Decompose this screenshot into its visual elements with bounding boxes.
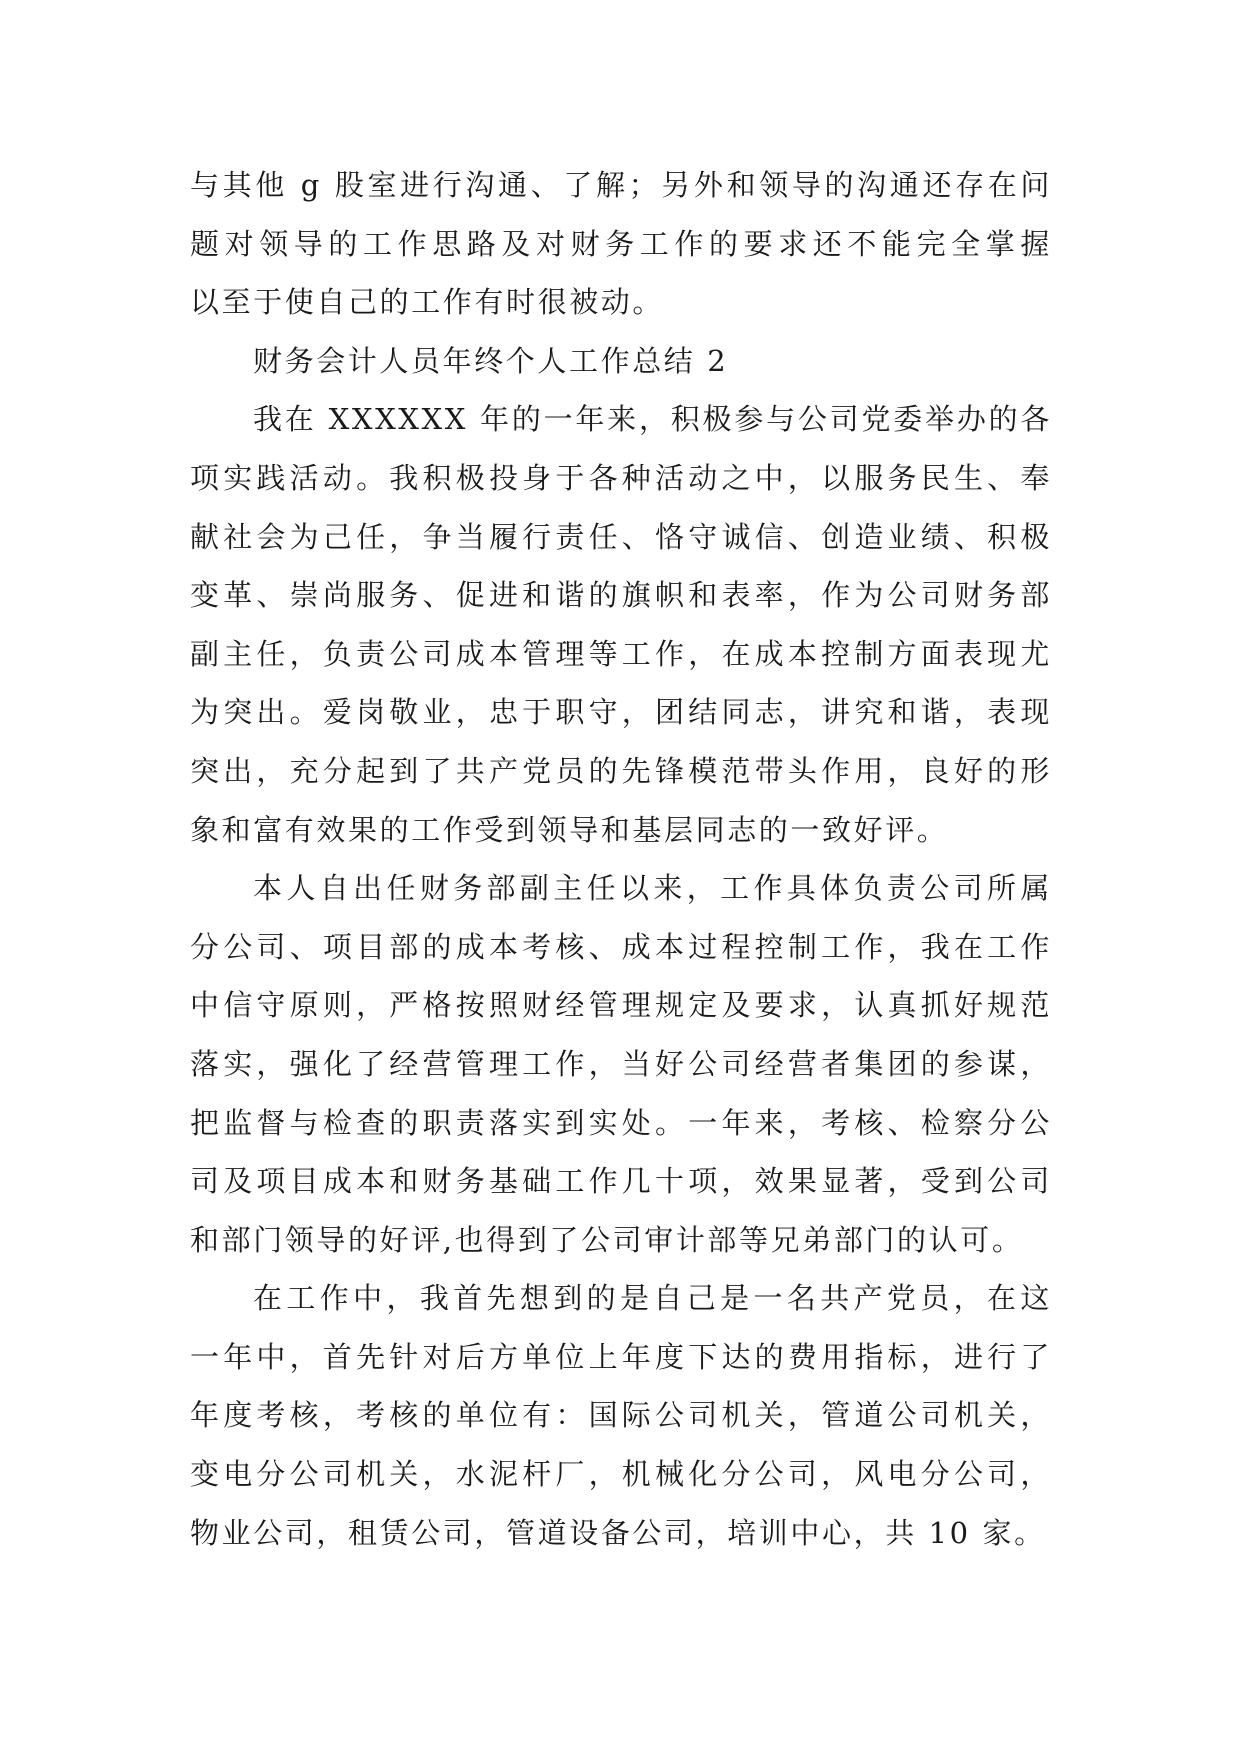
paragraph-continuation — [190, 156, 1052, 332]
text-line: 象和富有效果的工作受到领导和基层同志的一致好评。 — [190, 812, 949, 847]
text-line: 献社会为己任，争当履行责任、恪守诚信、创造业绩、积极 — [190, 519, 1052, 554]
text-line: 一年中，首先针对后方单位上年度下达的费用指标，进行了 — [190, 1339, 1052, 1374]
text-line: 司及项目成本和财务基础工作几十项，效果显著，受到公司 — [190, 1164, 1052, 1199]
section-heading — [190, 332, 1052, 391]
text-line: 变革、崇尚服务、促进和谐的旗帜和表率，作为公司财务部 — [190, 578, 1052, 613]
text-line: 分公司、项目部的成本考核、成本过程控制工作，我在工作 — [190, 929, 1052, 964]
text-line: 变电分公司机关，水泥杆厂，机械化分公司，风电分公司， — [190, 1457, 1052, 1492]
text-line: 年度考核，考核的单位有：国际公司机关，管道公司机关， — [190, 1398, 1052, 1433]
text-line: 落实，强化了经营管理工作，当好公司经营者集团的参谋， — [190, 1046, 1052, 1081]
text-line: 项实践活动。我积极投身于各种活动之中，以服务民生、奉 — [190, 460, 1052, 495]
text-line: 和部门领导的好评,也得到了公司审计部等兄弟部门的认可。 — [190, 1222, 1024, 1257]
text-line: 中信守原则，严格按照财经管理规定及要求，认真抓好规范 — [190, 988, 1052, 1023]
text-line: 突出，充分起到了共产党员的先锋模范带头作用，良好的形 — [190, 753, 1052, 788]
text-line: 物业公司，租赁公司，管道设备公司，培训中心，共 10 家。 — [190, 1515, 1046, 1550]
paragraph — [190, 859, 1052, 1269]
document-body — [190, 156, 1052, 1562]
paragraph — [190, 1269, 1052, 1562]
text-line: 在工作中，我首先想到的是自己是一名共产党员，在这 — [253, 1281, 1052, 1316]
text-line: 副主任，负责公司成本管理等工作，在成本控制方面表现尤 — [190, 636, 1052, 671]
paragraph — [190, 390, 1052, 859]
text-line: 本人自出任财务部副主任以来，工作具体负责公司所属 — [253, 871, 1052, 906]
text-line: 为突出。爱岗敬业，忠于职守，团结同志，讲究和谐，表现 — [190, 695, 1052, 730]
text-line: 以至于使自己的工作有时很被动。 — [190, 285, 665, 320]
heading-text: 财务会计人员年终个人工作总结 2 — [253, 343, 729, 378]
text-line: 题对领导的工作思路及对财务工作的要求还不能完全掌握 — [190, 226, 1052, 261]
text-line: 与其他 g 股室进行沟通、了解；另外和领导的沟通还存在问 — [190, 168, 1052, 202]
text-line: 把监督与检查的职责落实到实处。一年来，考核、检察分公 — [190, 1105, 1052, 1140]
text-line: 我在 XXXXXX 年的一年来，积极参与公司党委举办的各 — [253, 402, 1052, 437]
